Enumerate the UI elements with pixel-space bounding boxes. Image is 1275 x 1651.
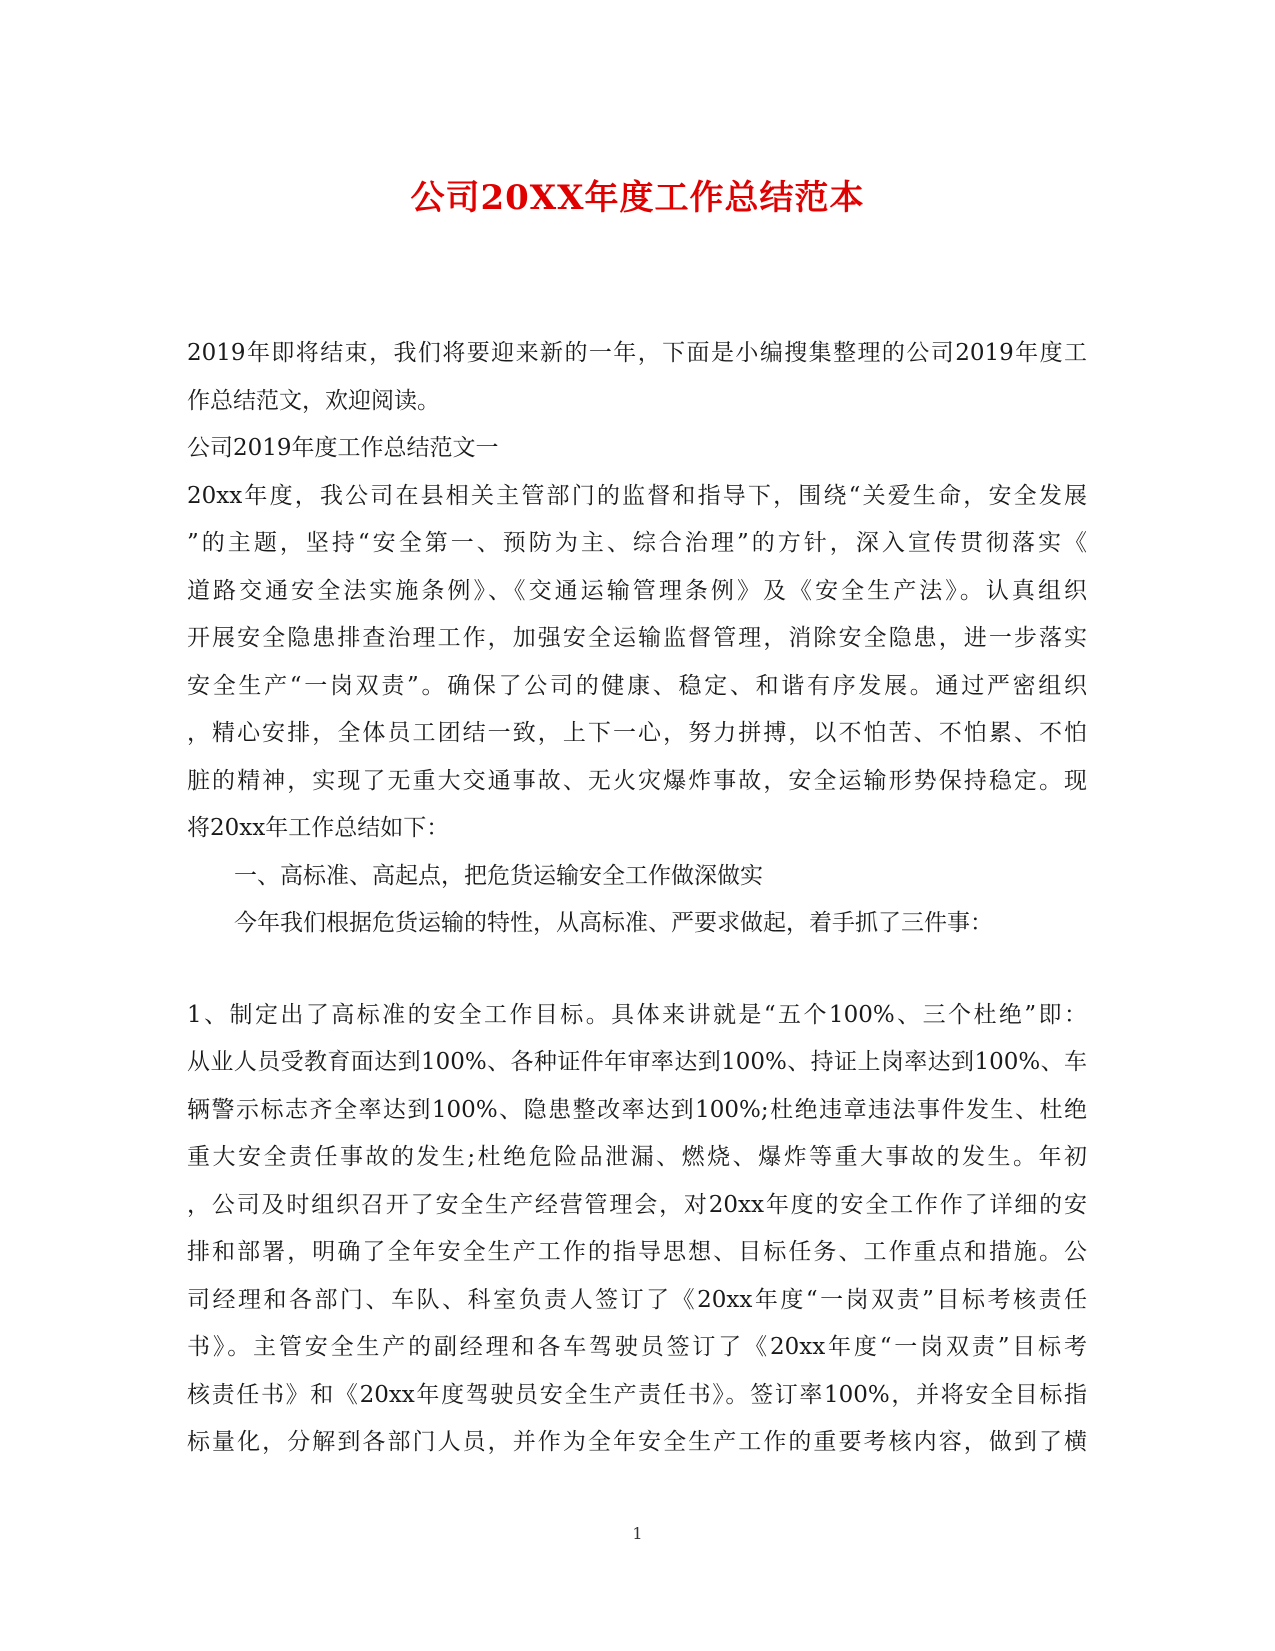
page-number: 1 (632, 1524, 643, 1543)
paragraph-line: 书》。主管安全生产的副经理和各车驾驶员签订了《20xx年度“一岗双责”目标考 (187, 1334, 1087, 1360)
paragraph-line: ”的主题，坚持“安全第一、预防为主、综合治理”的方针，深入宣传贯彻落实《 (187, 530, 1087, 556)
paragraph-line: 排和部署，明确了全年安全生产工作的指导思想、目标任务、工作重点和措施。公 (187, 1239, 1087, 1265)
paragraph-line: 辆警示标志齐全率达到100%、隐患整改率达到100%;杜绝违章违法事件发生、杜绝 (187, 1096, 1087, 1123)
paragraph-line: 1、制定出了高标准的安全工作目标。具体来讲就是“五个100%、三个杜绝”即： (187, 1001, 1087, 1028)
paragraph-line: ，公司及时组织召开了安全生产经营管理会，对20xx年度的安全工作作了详细的安 (187, 1191, 1087, 1218)
paragraph-line: 从业人员受教育面达到100%、各种证件年审率达到100%、持证上岗率达到100%、车 (187, 1049, 1087, 1075)
paragraph-line: 作总结范文，欢迎阅读。 (187, 387, 440, 414)
paragraph-line: 重大安全责任事故的发生;杜绝危险品泄漏、燃烧、爆炸等重大事故的发生。年初 (187, 1144, 1087, 1170)
document-body (187, 330, 1087, 1467)
subsection-heading: 一、高标准、高起点，把危货运输安全工作做深做实 (234, 862, 763, 889)
paragraph-line: 20xx年度，我公司在县相关主管部门的监督和指导下，围绕“关爱生命，安全发展 (187, 482, 1087, 509)
paragraph-line: 脏的精神，实现了无重大交通事故、无火灾爆炸事故，安全运输形势保持稳定。现 (187, 767, 1087, 794)
paragraph-line: 今年我们根据危货运输的特性，从高标准、严要求做起，着手抓了三件事： (234, 910, 993, 936)
document-title: 公司20XX年度工作总结范本 (410, 178, 865, 218)
paragraph-line: 2019年即将结束，我们将要迎来新的一年，下面是小编搜集整理的公司2019年度工 (187, 340, 1087, 366)
paragraph-line: 标量化，分解到各部门人员，并作为全年安全生产工作的重要考核内容，做到了横 (187, 1429, 1087, 1455)
paragraph-line: ，精心安排，全体员工团结一致，上下一心，努力拼搏，以不怕苦、不怕累、不怕 (187, 720, 1087, 746)
paragraph-line: 司经理和各部门、车队、科室负责人签订了《20xx年度“一岗双责”目标考核责任 (187, 1286, 1087, 1313)
paragraph-line: 安全生产“一岗双责”。确保了公司的健康、稳定、和谐有序发展。通过严密组织 (187, 672, 1087, 699)
paragraph-gap (187, 948, 1087, 992)
paragraph-line: 道路交通安全法实施条例》、《交通运输管理条例》及《安全生产法》。认真组织 (187, 577, 1087, 604)
section-heading: 公司2019年度工作总结范文一 (187, 435, 499, 461)
paragraph-line: 开展安全隐患排查治理工作，加强安全运输监督管理，消除安全隐患，进一步落实 (187, 625, 1087, 651)
paragraph-line: 将20xx年工作总结如下： (187, 815, 450, 841)
paragraph-line: 核责任书》和《20xx年度驾驶员安全生产责任书》。签订率100%，并将安全目标指 (187, 1381, 1087, 1408)
